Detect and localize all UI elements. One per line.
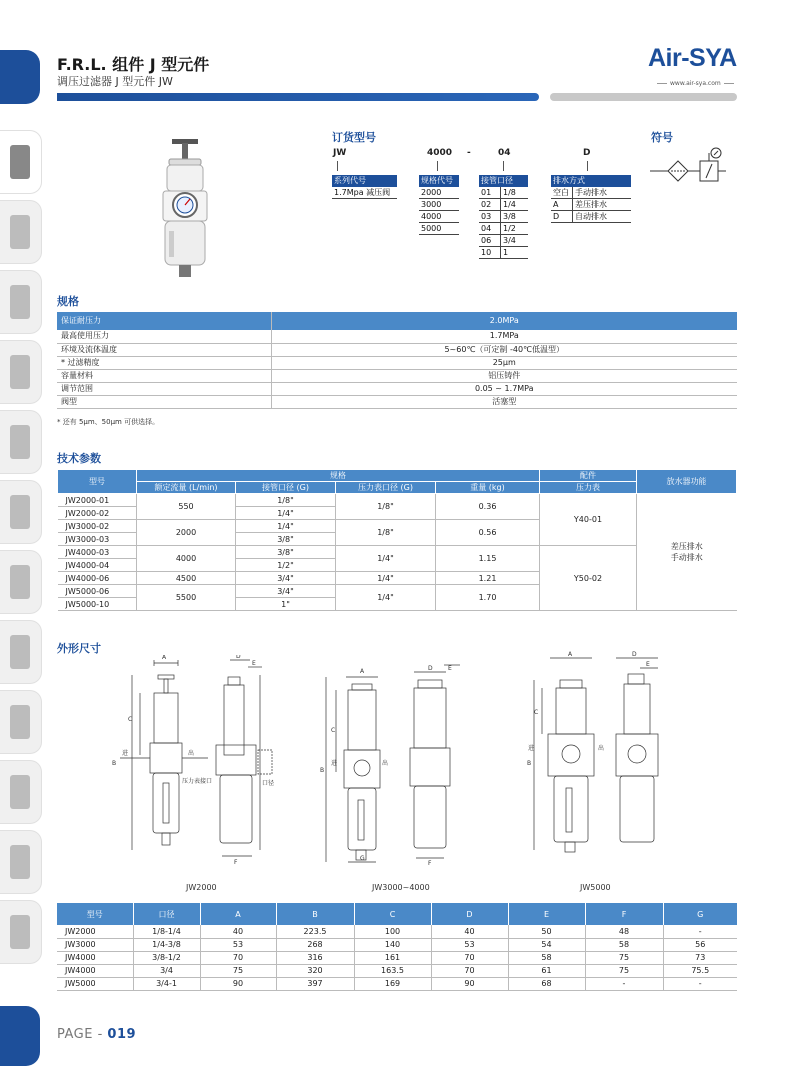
gripper-icon [10, 775, 30, 809]
drawing-jw5000 [520, 650, 670, 865]
drain-option: D 自动排水 [551, 211, 631, 223]
code-tick [587, 161, 588, 171]
series-box [332, 175, 397, 199]
th-flow: 额定流量 (L/min) [137, 482, 236, 494]
sidebar-item-frl[interactable] [0, 620, 42, 684]
dim-letter: F [234, 859, 238, 866]
table-row: 保证耐压力 2.0MPa [57, 312, 737, 330]
sidebar-item-fitting[interactable] [0, 340, 42, 404]
dim-letter: A [360, 668, 365, 675]
size-item: 4000 [419, 211, 459, 223]
manifold-icon [10, 705, 30, 739]
th-spec-group: 规格 [137, 470, 540, 482]
port-option: 04 1/2 [479, 223, 528, 235]
code-size: 4000 [427, 148, 453, 158]
frl-icon [10, 635, 30, 669]
dim-letter: C [128, 716, 133, 723]
code-tick [503, 161, 504, 171]
dim-letter: E [252, 660, 256, 667]
th-drain: 放水器功能 [637, 470, 737, 494]
table-row: 容量材料 铝压铸件 [57, 369, 737, 382]
table-row: 环境及流体温度 5~60℃（可定制 -40℃低温型） [57, 343, 737, 356]
header-bar [57, 93, 539, 101]
sidebar-item-cylinder[interactable] [0, 550, 42, 614]
th-gauge: 压力表 [540, 482, 637, 494]
code-tick [437, 161, 438, 171]
table-row: 调节范围 0.05 ~ 1.7MPa [57, 382, 737, 395]
label-outlet: 出 [382, 760, 389, 767]
code-dash: - [467, 148, 471, 158]
size-item: 3000 [419, 199, 459, 211]
code-drain: D [583, 148, 591, 158]
sidebar-item-solenoid[interactable] [0, 410, 42, 474]
brand-url: www.air-sya.com [654, 80, 737, 87]
label-outlet: 出 [188, 750, 195, 757]
drain-box [551, 175, 631, 223]
caption-jw2000: JW2000 [186, 883, 217, 892]
table-row: JW5000-10 1" [58, 598, 737, 611]
sidebar-item-valve[interactable] [0, 270, 42, 334]
dim-letter: B [112, 760, 117, 767]
dim-letter: A [568, 651, 573, 658]
size-box [419, 175, 459, 235]
sidebar-item-manifold[interactable] [0, 690, 42, 754]
solenoid-icon [10, 425, 30, 459]
tech-table [57, 469, 737, 611]
dims-title: 外形尺寸 [57, 642, 101, 655]
drawing-jw3000 [318, 662, 468, 867]
spec-title: 规格 [57, 295, 79, 308]
dim-letter: C [331, 727, 336, 734]
valve-icon [10, 285, 30, 319]
table-row: JW5000-06 5500 3/4" 1/4" 1.70 [58, 585, 737, 598]
dim-letter: D [632, 651, 637, 658]
port-option: 03 3/8 [479, 211, 528, 223]
dim-letter: C [534, 709, 539, 716]
page-number: PAGE - 019 [57, 1027, 137, 1042]
cylinder-icon [10, 565, 30, 599]
header-bar-grey [550, 93, 737, 101]
drain-functions: 差压排水 手动排水 [637, 494, 737, 611]
label-gauge-port: 压力表接口 [182, 778, 213, 785]
spec-note: * 还有 5μm、50μm 可供选择。 [57, 418, 160, 426]
label-drain-port: 口径 [262, 780, 275, 787]
regulator-icon [10, 145, 30, 179]
fitting-icon [10, 355, 30, 389]
port-box [479, 175, 528, 259]
table-row: JW4000 3/8-1/2 70 316 161 70 58 75 73 [57, 951, 737, 964]
table-row: JW5000 3/4-1 90 397 169 90 68 - - [57, 977, 737, 990]
port-option: 06 3/4 [479, 235, 528, 247]
dims-table [57, 903, 737, 991]
sidebar-item-block[interactable] [0, 480, 42, 544]
th-acc-group: 配件 [540, 470, 637, 482]
filter-icon [10, 215, 30, 249]
page-title: F.R.L. 组件 J 型元件 [57, 55, 210, 74]
table-row: JW2000-01 550 1/8" 1/8" 0.36 Y40-01 差压排水 手动排水 [58, 494, 737, 507]
silencer-icon [10, 845, 30, 879]
th-port: 接管口径 (G) [236, 482, 336, 494]
table-row: * 过滤精度 25μm [57, 356, 737, 369]
dim-letter: D [236, 655, 241, 660]
table-row: JW4000-06 4500 3/4" 1/4" 1.21 [58, 572, 737, 585]
header-tab [0, 50, 40, 104]
sidebar-item-silencer[interactable] [0, 830, 42, 894]
label-outlet: 出 [598, 745, 605, 752]
pneumatic-symbol-icon [648, 145, 728, 190]
port-option: 02 1/4 [479, 199, 528, 211]
drain-header: 排水方式 [551, 175, 631, 187]
brand-logo: Air-SYA [648, 44, 737, 72]
code-port: 04 [498, 148, 511, 158]
table-row: JW4000-04 1/2" [58, 559, 737, 572]
drain-option: 空白 手动排水 [551, 187, 631, 199]
dim-letter: B [320, 767, 325, 774]
dim-letter: A [162, 655, 167, 661]
block-icon [10, 495, 30, 529]
dim-letter: E [646, 661, 650, 668]
sidebar-item-regulator[interactable] [0, 130, 42, 194]
accessory-icon [10, 915, 30, 949]
symbol-title: 符号 [651, 131, 673, 144]
label-inlet: 进 [122, 750, 129, 757]
caption-jw5000: JW5000 [580, 883, 611, 892]
caption-jw3000: JW3000~4000 [372, 883, 430, 892]
sidebar-item-filter[interactable] [0, 200, 42, 264]
tech-title: 技术参数 [57, 452, 101, 465]
footer-tab [0, 1006, 40, 1066]
table-row: JW2000-02 1/4" [58, 507, 737, 520]
port-option: 10 1 [479, 247, 528, 259]
table-row: 最高使用压力 1.7MPa [57, 330, 737, 343]
sidebar-item-accessory[interactable] [0, 900, 42, 964]
label-inlet: 进 [331, 760, 338, 767]
table-row: JW4000 3/4 75 320 163.5 70 61 75 75.5 [57, 964, 737, 977]
drain-option: A 差压排水 [551, 199, 631, 211]
series-value: 1.7Mpa 减压阀 [332, 187, 397, 199]
th-model: 型号 [58, 470, 137, 494]
table-row: JW3000-02 2000 1/4" 1/8" 0.56 [58, 520, 737, 533]
order-code-title: 订货型号 [332, 131, 376, 144]
port-header: 接管口径 [479, 175, 528, 187]
dim-letter: B [527, 760, 532, 767]
page-subtitle: 调压过滤器 J 型元件 JW [57, 75, 173, 88]
th-weight: 重量 (kg) [436, 482, 540, 494]
size-item: 2000 [419, 187, 459, 199]
table-row: JW2000 1/8-1/4 40 223.5 100 40 50 48 - [57, 925, 737, 938]
product-photo [150, 135, 220, 285]
table-header-row: 型号 口径 A B C D E F G [57, 903, 737, 925]
table-row: JW4000-03 4000 3/8" 1/4" 1.15 Y50-02 [58, 546, 737, 559]
port-option: 01 1/8 [479, 187, 528, 199]
table-row: 阀型 活塞型 [57, 395, 737, 408]
label-inlet: 进 [528, 745, 535, 752]
dim-letter: F [428, 860, 432, 867]
dim-letter: E [448, 665, 452, 672]
th-gauge-port: 压力表口径 (G) [336, 482, 436, 494]
size-header: 规格代号 [419, 175, 459, 187]
series-header: 系列代号 [332, 175, 397, 187]
table-row: JW3000-03 3/8" [58, 533, 737, 546]
spec-table [57, 312, 737, 409]
code-tick [337, 161, 338, 171]
drawing-jw2000 [110, 655, 285, 870]
dim-letter: D [428, 665, 433, 672]
code-series: JW [333, 148, 347, 158]
sidebar-item-gripper[interactable] [0, 760, 42, 824]
table-row: JW3000 1/4-3/8 53 268 140 53 54 58 56 [57, 938, 737, 951]
size-item: 5000 [419, 223, 459, 235]
dim-letter: G [360, 855, 365, 862]
